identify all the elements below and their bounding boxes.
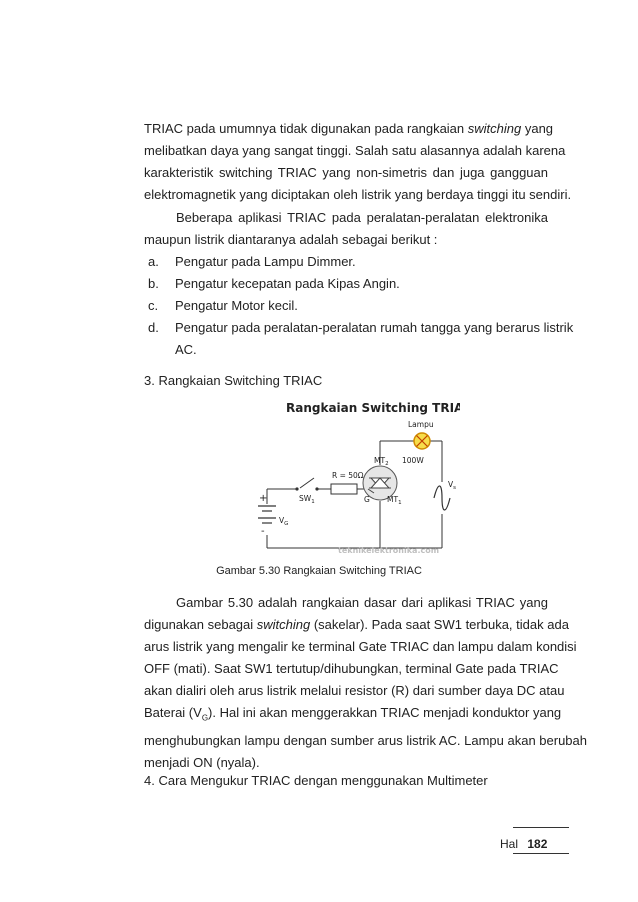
mt1-subscript: 1 [398,500,402,506]
text-fragment: Baterai (V [144,705,202,720]
applications-list [148,251,574,361]
battery-plus-label: + [259,493,268,504]
resistor-symbol [331,484,357,494]
switch-contact [295,487,298,490]
text-line [144,614,569,636]
text-line: melibatkan daya yang sangat tinggi. Salah satu alasannya adalah karena [144,143,566,158]
text-fragment: TRIAC pada umumnya tidak digunakan pada rangkaian [144,121,468,136]
footer-rule-bottom [513,853,569,854]
text-line: menjadi ON (nyala). [144,754,260,770]
list-marker: a. [148,254,159,269]
list-marker: c. [148,298,159,313]
list-marker: b. [148,276,159,291]
text-line: Beberapa aplikasi TRIAC pada peralatan-peralatan elektronika [176,210,548,225]
list-item [148,317,574,361]
switch-label [299,494,315,505]
text-line: karakteristik switching TRIAC yang non-simetris dan juga gangguan [144,165,548,180]
gate-label: G [364,495,370,504]
list-item-text: Pengatur kecepatan pada Kipas Angin. [175,276,400,291]
mt2-text: MT [374,456,386,465]
circuit-figure [250,398,460,558]
list-item-text: Pengatur pada peralatan-peralatan rumah tangga yang berarus listrik [175,320,574,335]
list-item [148,295,548,317]
text-line: OFF (mati). Saat SW1 tertutup/dihubungkan, terminal Gate pada TRIAC [144,661,559,676]
paragraph-applications-intro [144,207,548,251]
switch-text: SW [299,494,312,503]
subscript: G [201,713,209,723]
list-item-text: Pengatur Motor kecil. [175,298,298,313]
mt1-label [387,495,402,506]
text-line: maupun listrik diantaranya adalah sebagai berikut : [144,232,438,247]
text-line: menghubungkan lampu dengan sumber arus listrik AC. Lampu akan berubah [144,732,587,748]
mt1-text: MT [387,495,399,504]
vg-text: V [279,516,285,525]
list-item-text: Pengatur pada Lampu Dimmer. [175,254,356,269]
text-line [144,118,554,140]
paragraph-figure-explanation [144,592,587,774]
resistor-label: R = 50Ω [332,471,364,480]
mt2-subscript: 2 [385,461,389,467]
mt2-label [374,456,389,467]
list-item [148,251,548,273]
page-footer [500,837,547,851]
vs-label [448,480,456,491]
battery-minus-label: - [261,526,265,537]
text-fragment: digunakan sebagai [144,617,257,632]
section-heading-multimeter: 4. Cara Mengukur TRIAC dengan menggunakan Multimeter [144,773,488,788]
text-line: elektromagnetik yang diciptakan oleh listrik yang berdaya tinggi itu sendiri. [144,187,572,202]
watermark-text: teknikelektronika.com [338,546,440,555]
text-fragment: yang [521,121,554,136]
text-line: arus listrik yang mengalir ke terminal Gate TRIAC dan lampu dalam kondisi [144,639,577,654]
vs-text: V [448,480,454,489]
lamp-label: Lampu [408,420,434,429]
list-marker: d. [148,320,159,335]
switch-contact [315,487,318,490]
figure-title: Rangkaian Switching TRIAC [286,401,460,415]
text-line: Gambar 5.30 adalah rangkaian dasar dari aplikasi TRIAC yang [176,595,548,610]
ac-source-icon [434,486,450,510]
battery-icon [258,506,276,523]
vg-subscript: G [284,521,289,527]
switch-subscript: 1 [311,499,315,505]
vg-label [279,516,288,527]
paragraph-triac-usage [144,118,572,206]
triac-circuit-diagram [250,398,460,558]
page-number: 182 [527,837,548,851]
italic-term: switching [467,121,522,136]
list-item-text-continued: AC. [175,342,197,357]
figure-caption: Gambar 5.30 Rangkaian Switching TRIAC [216,565,422,577]
italic-term: switching [256,617,311,632]
page-label: Hal [500,837,519,851]
text-line [144,702,562,730]
text-fragment: (sakelar). Pada saat SW1 terbuka, tidak ada [310,617,569,632]
footer-rule-top [513,827,569,828]
vs-subscript: s [453,485,457,491]
section-heading-switching: 3. Rangkaian Switching TRIAC [144,373,323,388]
text-line: akan dialiri oleh arus listrik melalui resistor (R) dari sumber daya DC atau [144,683,565,698]
text-fragment: ). Hal ini akan menggerakkan TRIAC menjadi konduktor yang [208,705,562,720]
wattage-label: 100W [402,456,424,465]
list-item [148,273,548,295]
